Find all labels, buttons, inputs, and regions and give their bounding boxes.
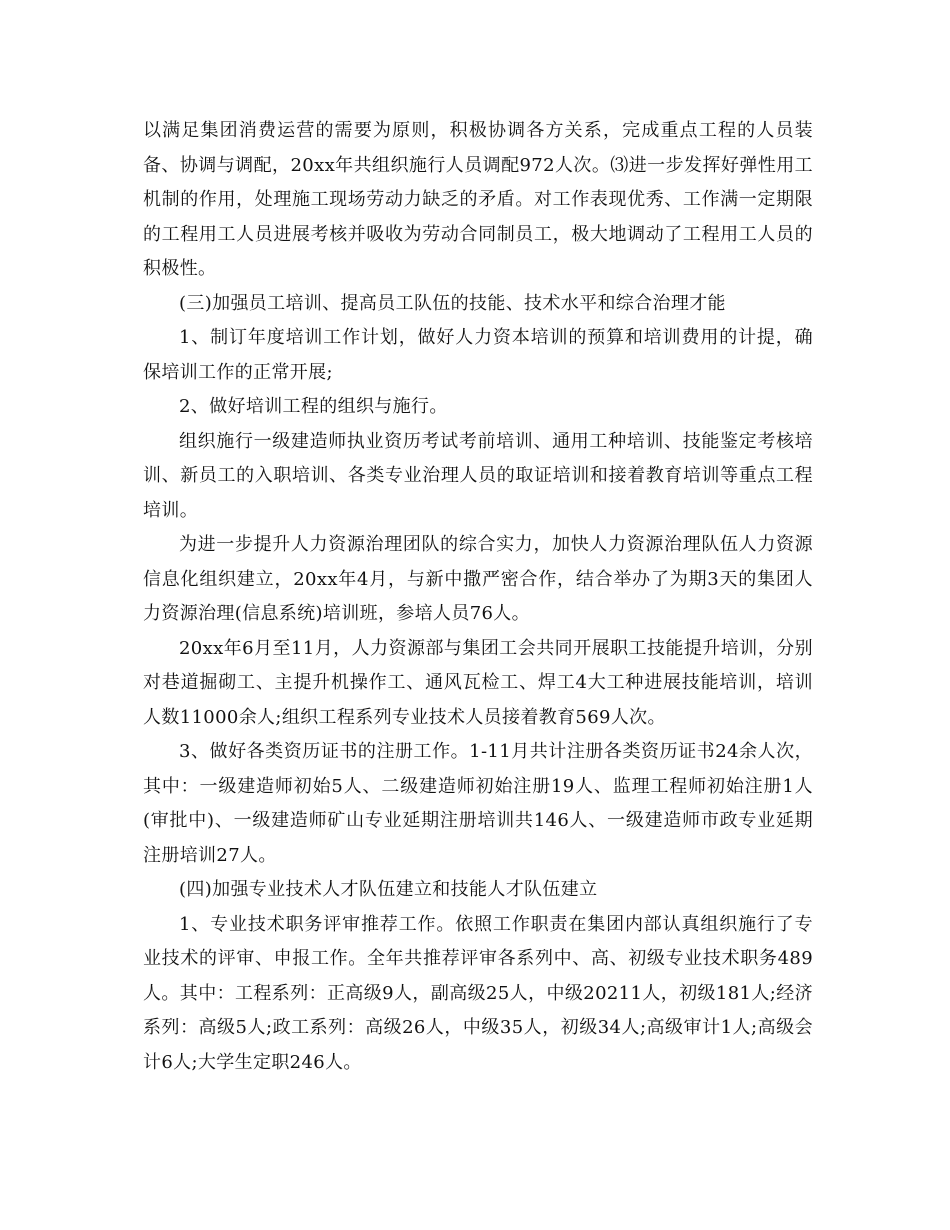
- section-heading-3: (三)加强员工培训、提高员工队伍的技能、技术水平和综合治理才能: [179, 292, 726, 314]
- paragraph-7: 3、做好各类资历证书的注册工作。1-11月共计注册各类资历证书24余人次，其中：一级建造师初始5人、二级建造师初始注册19人、监理工程师初始注册1人(审批中)、一级建造师矿山专业延期注册培训共146人、一级建造师市政专业延期注册培训27人。: [143, 741, 813, 866]
- paragraph-1: 以满足集团消费运营的需要为原则，积极协调各方关系，完成重点工程的人员装备、协调与调配，20xx年共组织施行人员调配972人次。⑶进一步发挥好弹性用工机制的作用，处理施工现场劳动力缺乏的矛盾。对工作表现优秀、工作满一定期限的工程用工人员进展考核并吸收为劳动合同制员工，极大地调动了工程用工人员的积极性。: [143, 120, 813, 279]
- paragraph-4: 组织施行一级建造师执业资历考试考前培训、通用工种培训、技能鉴定考核培训、新员工的入职培训、各类专业治理人员的取证培训和接着教育培训等重点工程培训。: [143, 430, 813, 521]
- document-body: [143, 114, 813, 1080]
- paragraph-8: 1、专业技术职务评审推荐工作。依照工作职责在集团内部认真组织施行了专业技术的评审、申报工作。全年共推荐评审各系列中、高、初级专业技术职务489人。其中：工程系列：正高级9人，副高级25人，中级20211人，初级181人;经济系列：高级5人;政工系列：高级26人，中级35人，初级34人;高级审计1人;高级会计6人;大学生定职246人。: [143, 913, 813, 1073]
- paragraph-6: 20xx年6月至11月，人力资源部与集团工会共同开展职工技能提升培训，分别对巷道掘砌工、主提升机操作工、通风瓦检工、焊工4大工种进展技能培训，培训人数11000余人;组织工程系列专业技术人员接着教育569人次。: [143, 637, 813, 728]
- paragraph-3: 2、做好培训工程的组织与施行。: [179, 396, 448, 417]
- section-heading-4: (四)加强专业技术人才队伍建立和技能人才队伍建立: [179, 879, 598, 900]
- paragraph-5: 为进一步提升人力资源治理团队的综合实力，加快人力资源治理队伍人力资源信息化组织建立，20xx年4月，与新中撒严密合作，结合举办了为期3天的集团人力资源治理(信息系统)培训班，参培人员76人。: [143, 534, 813, 624]
- paragraph-2: 1、制订年度培训工作计划，做好人力资本培训的预算和培训费用的计提，确保培训工作的正常开展;: [143, 327, 813, 383]
